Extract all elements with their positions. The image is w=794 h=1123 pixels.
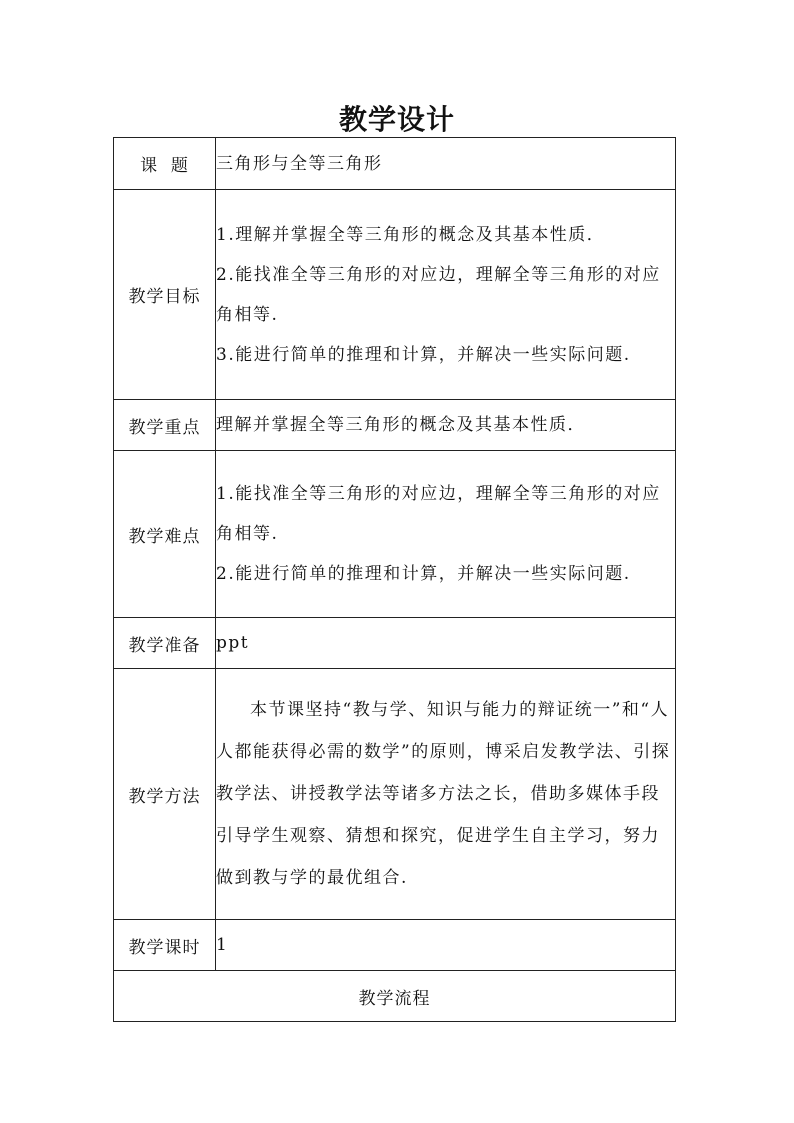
table-row-preparation xyxy=(114,618,676,669)
difficulties-line-2: 2.能进行简单的推理和计算，并解决一些实际问题. xyxy=(216,564,631,584)
objectives-label: 教学目标 xyxy=(114,190,216,400)
table-row-difficulties xyxy=(114,451,676,618)
periods-content xyxy=(216,920,676,971)
preparation-line: ppt xyxy=(216,633,250,653)
objectives-line-3: 3.能进行简单的推理和计算，并解决一些实际问题. xyxy=(216,344,631,365)
method-content xyxy=(216,669,676,920)
key-points-content xyxy=(216,400,676,451)
periods-label: 教学课时 xyxy=(114,920,216,971)
table-row-topic xyxy=(114,138,676,190)
table-row-objectives xyxy=(114,190,676,400)
preparation-content xyxy=(216,618,676,669)
topic-label xyxy=(114,138,216,190)
objectives-line-1: 1.理解并掌握全等三角形的概念及其基本性质． xyxy=(216,224,606,245)
difficulties-line-1: 1.能找准全等三角形的对应边，理解全等三角形的对应角相等. xyxy=(216,484,661,544)
table-row-method xyxy=(114,669,676,920)
method-paragraph: 本节课坚持“教与学、知识与能力的辩证统一”和“人人都能获得必需的数学”的原则，博采启发教学法、引探教学法、讲授教学法等诸多方法之长，借助多媒体手段引导学生观察、猜想和探究，促进学生自主学习，努力做到教与学的最优组合. xyxy=(216,700,671,888)
flow-heading: 教学流程 xyxy=(114,971,676,1022)
topic-line: 三角形与全等三角形 xyxy=(216,153,383,174)
lesson-plan-table xyxy=(113,137,676,1022)
document-title: 教学设计 xyxy=(338,103,455,136)
difficulties-content xyxy=(216,451,676,618)
preparation-label: 教学准备 xyxy=(114,618,216,669)
periods-line: 1 xyxy=(216,935,229,955)
table-row-key-points xyxy=(114,400,676,451)
table-row-flow xyxy=(114,971,676,1022)
key-points-label: 教学重点 xyxy=(114,400,216,451)
objectives-line-2: 2.能找准全等三角形的对应边，理解全等三角形的对应角相等. xyxy=(216,264,661,325)
method-label: 教学方法 xyxy=(114,669,216,920)
topic-content xyxy=(216,138,676,190)
topic-label-text: 课 题 xyxy=(140,156,189,176)
difficulties-label: 教学难点 xyxy=(114,451,216,618)
table-row-periods xyxy=(114,920,676,971)
key-points-line: 理解并掌握全等三角形的概念及其基本性质． xyxy=(216,415,586,435)
objectives-content xyxy=(216,190,676,400)
